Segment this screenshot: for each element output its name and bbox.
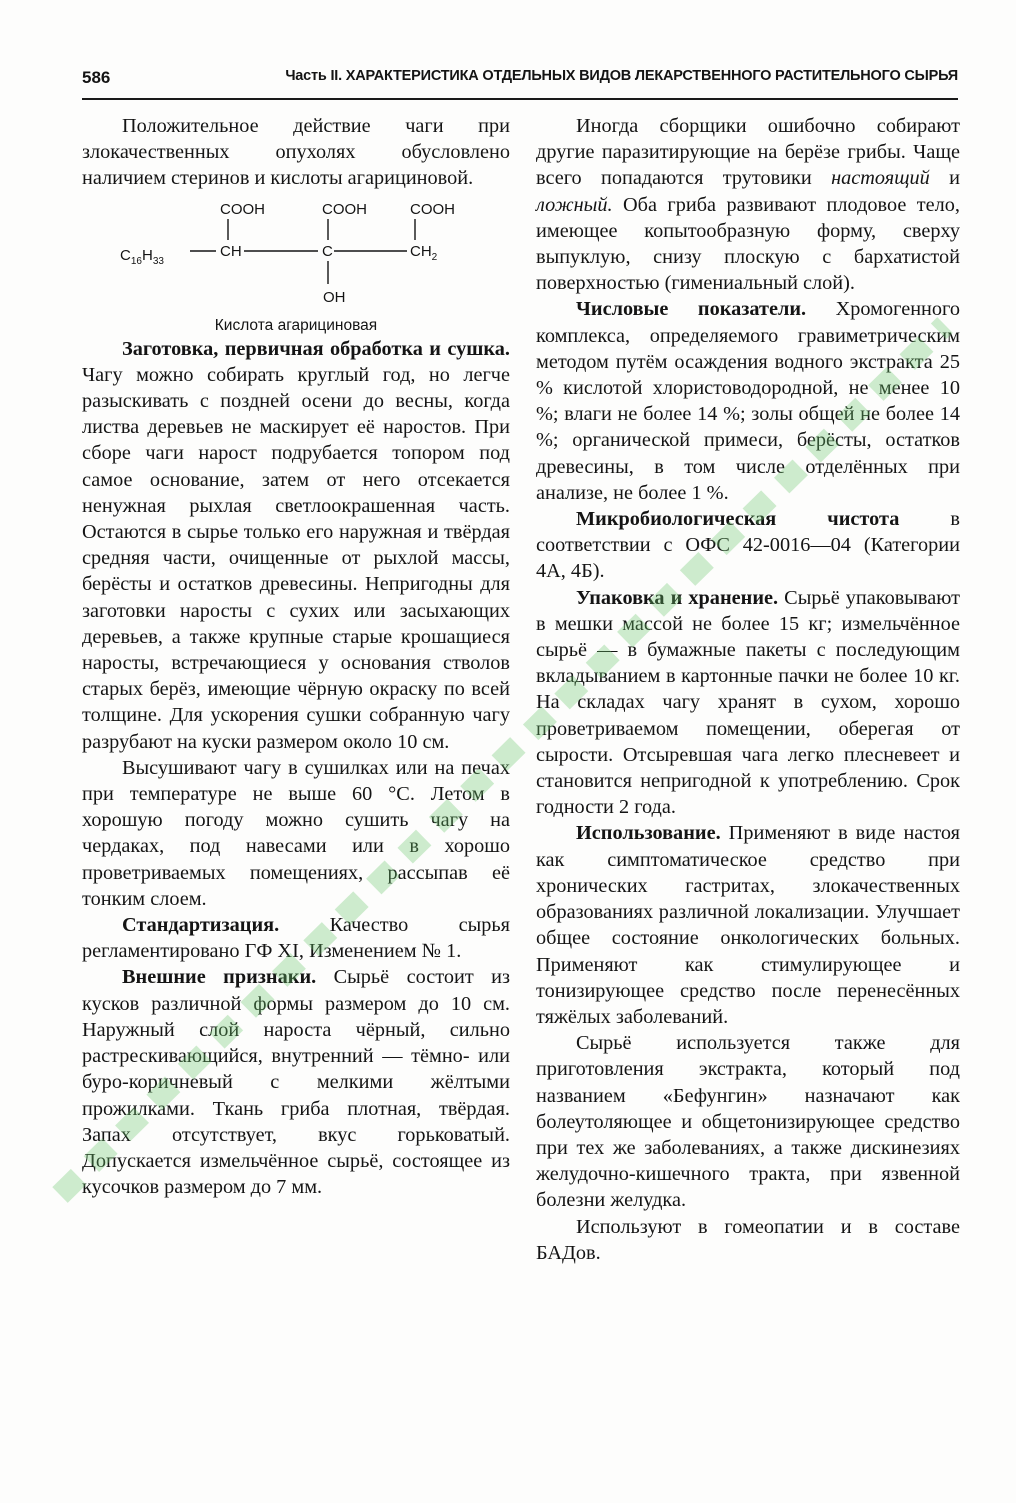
homeopathy-paragraph: Используют в гомеопатии и в составе БАДов. <box>536 1215 960 1264</box>
formula-cooh-1: COOH <box>220 200 265 218</box>
harvest-heading: Заготовка, первичная обработка и сушка. <box>122 337 510 360</box>
page-number: 586 <box>82 68 111 87</box>
formula-ch: CH <box>220 242 242 260</box>
standardization-paragraph: Стандартизация. Качество сырья регламентировано ГФ XI, Изменением № 1. <box>82 914 510 963</box>
extract-paragraph: Сырьё используется также для приготовления экстракта, который под названием «Бефунгин» назначают как болеутоляющее и общетонизирующее средство при тех же заболеваниях, а также дискинезиях желудочно-кишечного тракта, при язвенной болезни желудка. <box>536 1032 960 1212</box>
drying-paragraph: Высушивают чагу в сушилках или на печах при температуре не выше 60 °С. Летом в хорошую погоду можно сушить чагу на чердаках, под навесами или в хорошо проветриваемых помещениях, рассыпав её тонким слоем. <box>82 756 510 910</box>
structural-formula <box>82 198 510 316</box>
formula-cooh-3: COOH <box>410 200 455 218</box>
usage-heading: Использование. <box>576 822 721 845</box>
formula-ch2: $CH_2$ <box>410 242 438 263</box>
running-title: Часть II. ХАРАКТЕРИСТИКА ОТДЕЛЬНЫХ ВИДОВ ЛЕКАРСТВЕННОГО РАСТИТЕЛЬНОГО СЫРЬЯ <box>285 68 958 84</box>
appearance-heading: Внешние признаки. <box>122 966 317 989</box>
intro-paragraph: Положительное действие чаги при злокачественных опухолях обусловлено наличием стеринов и кислоты агарициновой. <box>82 115 510 190</box>
microbiology-paragraph: Микробиологическая чистота в соответствии с ОФС 42-0016—04 (Категории 4А, 4Б). <box>536 508 960 583</box>
formula-cooh-2: COOH <box>322 200 367 218</box>
standardization-heading: Стандартизация. <box>122 914 280 937</box>
harvest-paragraph: Заготовка, первичная обработка и сушка. Чагу можно собирать круглый год, но легче разыскивать с поздней осени до весны, когда листва деревьев не маскирует её наростов. При сборе чаги нарост подрубается топором под самое основание, затем от него отсекается ненужная рыхлая светлоокрашенная часть. Остаются в сырье только его наружная и твёрдая средняя части, очищенные от рыхлой массы, берёсты и остатков древесины. Непригодны для заготовки наросты с сухих или засыхающих деревьев, а также крупные старые крошащиеся наросты, встречающиеся у основания стволов старых берёз, имеющие чёрную окраску по всей толщине. Для ускорения сушки собранную чагу разрубают на куски размером около 10 см. <box>82 337 510 753</box>
packaging-paragraph: Упаковка и хранение. Сырьё упаковывают в мешки массой не более 15 кг; измельчённое сырьё — в бумажные пакеты с последующим вкладыванием в картонные пачки не более 10 кг. На складах чагу хранят в сухом, хорошо проветриваемом помещении, оберегая от сырости. Отсыревшая чага легко плесневеет и становится непригодной к употреблению. Срок годности 2 года. <box>536 586 960 819</box>
numeric-paragraph: Числовые показатели. Хромогенного комплекса, определяемого гравиметрическим методом путём осаждения водного экстракта 25 % кислотой хлористоводородной, не менее 10 %; влаги не более 14 %; золы общей не более 14 %; органической примеси, берёсты, остатков древесины, в том числе отделённых при анализе, не более 1 %. <box>536 298 960 504</box>
left-column <box>82 113 510 1200</box>
right-column <box>536 113 960 1266</box>
numeric-heading: Числовые показатели. <box>576 298 807 321</box>
usage-paragraph: Использование. Применяют в виде настоя как симптоматическое средство при хронических гастритах, злокачественных образованиях различной локализации. Улучшает общее состояние онкологических больных. Применяют как стимулирующее и тонизирующее средство после перенесённых тяжёлых заболеваний. <box>536 822 960 1028</box>
formula-c: C <box>322 242 333 260</box>
packaging-heading: Упаковка и хранение. <box>576 586 779 609</box>
agaricic-acid-formula <box>112 198 492 316</box>
formula-caption: Кислота агарициновая <box>214 316 378 334</box>
running-header <box>82 64 958 100</box>
microbiology-heading: Микробиологическая чистота <box>576 508 900 531</box>
appearance-paragraph: Внешние признаки. Сырьё состоит из кусков различной формы размером до 10 см. Наружный слой нароста чёрный, сильно растрескивающийся, внутренний — тёмно- или буро-коричневый с мелкими жёлтыми прожилками. Ткань гриба плотная, твёрдая. Запах отсутствует, вкус горьковатый. Допускается измельчённое сырьё, состоящее из кусочков размером до 7 мм. <box>82 966 510 1199</box>
formula-oh: OH <box>323 288 346 306</box>
mistakes-paragraph: Иногда сборщики ошибочно собирают другие паразитирующие на берёзе грибы. Чаще всего попадаются трутовики настоящий и ложный. Оба гриба развивают плодовое тело, имеющее копытообразную форму, сверху выпуклую, снизу плоскую с бархатистой поверхностью (гимениальный слой). <box>536 115 960 295</box>
formula-c16h33: $C_{16}H_{33}$ <box>120 246 164 267</box>
